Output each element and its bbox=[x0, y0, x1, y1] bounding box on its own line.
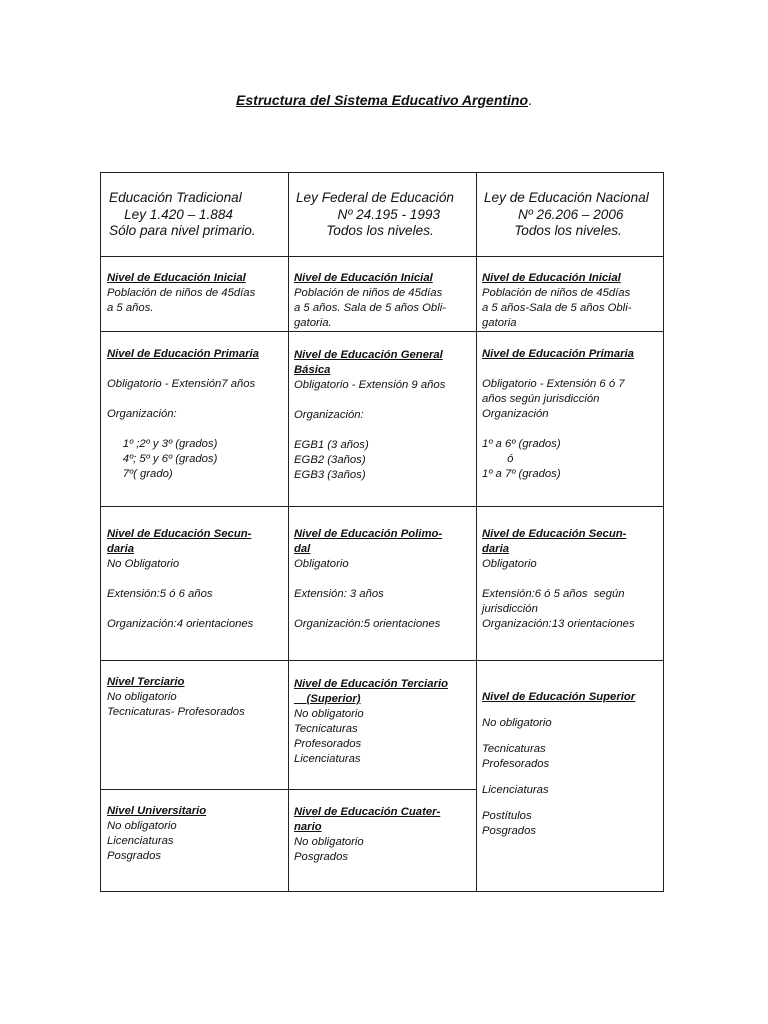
cell-line: ó bbox=[482, 453, 514, 465]
row-divider bbox=[101, 331, 663, 332]
cell-line: Profesorados bbox=[482, 758, 550, 770]
cell-line: Postítulos bbox=[482, 810, 532, 822]
title-text: Estructura del Sistema Educativo Argentino bbox=[236, 92, 529, 108]
cell-line: Tecnicaturas- Profesorados bbox=[107, 706, 245, 718]
cell-line: Organización:5 orientaciones bbox=[294, 618, 441, 630]
cell-line: a 5 años. Sala de 5 años Obli- bbox=[294, 302, 446, 314]
cell-line: 4º; 5º y 6º (grados) bbox=[107, 453, 218, 465]
cell-line: EGB3 (3años) bbox=[294, 469, 366, 481]
spacer bbox=[482, 731, 657, 742]
cell-line: No obligatorio bbox=[107, 691, 177, 703]
spacer bbox=[294, 423, 470, 438]
cell-line: Posgrados bbox=[482, 825, 537, 837]
level-heading: dal bbox=[294, 543, 311, 555]
cell-line: Población de niños de 45días bbox=[482, 287, 631, 299]
header-line: Ley de Educación Nacional bbox=[484, 190, 649, 205]
cell-line: Posgrados bbox=[107, 850, 162, 862]
header-line: Ley Federal de Educación bbox=[296, 190, 454, 205]
header-line: Educación Tradicional bbox=[109, 190, 242, 205]
cell-line: Licenciaturas bbox=[294, 753, 361, 765]
cell-line: Licenciaturas bbox=[482, 784, 549, 796]
cell-line: Obligatorio bbox=[294, 558, 349, 570]
cell-line: a 5 años. bbox=[107, 302, 154, 314]
spacer bbox=[107, 392, 282, 407]
cell-line: Extensión:6 ó 5 años según bbox=[482, 588, 625, 600]
spacer bbox=[482, 572, 657, 587]
row-divider bbox=[101, 506, 663, 507]
level-heading: Básica bbox=[294, 364, 331, 376]
cell-line: Población de niños de 45días bbox=[294, 287, 443, 299]
cell-line: Licenciaturas bbox=[107, 835, 174, 847]
level-heading: Nivel de Educación Inicial bbox=[107, 272, 246, 284]
cell-line: Profesorados bbox=[294, 738, 362, 750]
level-heading: nario bbox=[294, 821, 322, 833]
spacer bbox=[107, 572, 282, 587]
cell-line: Tecnicaturas bbox=[482, 743, 546, 755]
level-heading: daria bbox=[107, 543, 135, 555]
level-heading: Nivel de Educación Polimo- bbox=[294, 528, 443, 540]
spacer bbox=[107, 362, 282, 377]
cell-line: 7º( grado) bbox=[107, 468, 173, 480]
cell-primaria-nacional bbox=[476, 347, 663, 482]
header-cell-ley-federal bbox=[288, 190, 476, 240]
cell-line: gatoria bbox=[482, 317, 517, 329]
header-line: Nº 26.206 – 2006 bbox=[484, 206, 624, 222]
spacer bbox=[107, 422, 282, 437]
cell-line: EGB2 (3años) bbox=[294, 454, 366, 466]
cell-line: 1º a 6º (grados) bbox=[482, 438, 561, 450]
level-heading: Nivel de Educación Secun- bbox=[107, 528, 252, 540]
cell-line: Extensión: 3 años bbox=[294, 588, 384, 600]
level-heading: daria bbox=[482, 543, 510, 555]
cell-superior-nacional bbox=[476, 690, 663, 839]
cell-primaria-tradicional bbox=[101, 347, 288, 482]
cell-line: 1º ;2º y 3º (grados) bbox=[107, 438, 218, 450]
header-line: Nº 24.195 - 1993 bbox=[296, 206, 441, 222]
spacer bbox=[482, 362, 657, 377]
row-divider bbox=[101, 660, 663, 661]
level-heading: Nivel de Educación Inicial bbox=[294, 272, 433, 284]
spacer bbox=[294, 602, 470, 617]
level-heading: Nivel Terciario bbox=[107, 676, 185, 688]
cell-line: 1º a 7º (grados) bbox=[482, 468, 561, 480]
header-line: Sólo para nivel primario. bbox=[109, 223, 256, 238]
header-cell-ley-nacional bbox=[476, 190, 663, 240]
cell-line: Organización: bbox=[294, 409, 364, 421]
title-period: . bbox=[528, 92, 532, 108]
cell-line: Población de niños de 45días bbox=[107, 287, 256, 299]
level-heading: Nivel de Educación General bbox=[294, 349, 443, 361]
cell-line: Obligatorio - Extensión 6 ó 7 bbox=[482, 378, 625, 390]
level-heading: Nivel de Educación Superior bbox=[482, 691, 636, 703]
level-heading: Nivel Universitario bbox=[107, 805, 207, 817]
cell-inicial-federal bbox=[288, 271, 476, 331]
cell-line: Posgrados bbox=[294, 851, 349, 863]
spacer bbox=[107, 602, 282, 617]
cell-line: Tecnicaturas bbox=[294, 723, 358, 735]
level-heading: Nivel de Educación Inicial bbox=[482, 272, 621, 284]
header-line: Todos los niveles. bbox=[484, 223, 622, 238]
header-line: Todos los niveles. bbox=[296, 223, 434, 238]
cell-line: años según jurisdicción bbox=[482, 393, 600, 405]
cell-line: No obligatorio bbox=[107, 820, 177, 832]
cell-line: Organización bbox=[482, 408, 549, 420]
cell-inicial-nacional bbox=[476, 271, 663, 331]
spacer bbox=[482, 772, 657, 783]
cell-line: Extensión:5 ó 6 años bbox=[107, 588, 213, 600]
cell-line: Organización:4 orientaciones bbox=[107, 618, 254, 630]
cell-line: No obligatorio bbox=[294, 708, 364, 720]
document-title bbox=[0, 92, 768, 108]
cell-line: Organización:13 orientaciones bbox=[482, 618, 635, 630]
cell-line: jurisdicción bbox=[482, 603, 538, 615]
spacer bbox=[482, 705, 657, 716]
cell-cuaternario-federal bbox=[288, 805, 476, 865]
cell-line: Organización: bbox=[107, 408, 177, 420]
cell-secundaria-tradicional bbox=[101, 527, 288, 632]
cell-line: Obligatorio bbox=[482, 558, 537, 570]
level-heading: Nivel de Educación Cuater- bbox=[294, 806, 441, 818]
cell-secundaria-federal bbox=[288, 527, 476, 632]
level-heading: (Superior) bbox=[294, 693, 361, 705]
cell-line: No obligatorio bbox=[294, 836, 364, 848]
level-heading: Nivel de Educación Primaria bbox=[482, 348, 634, 360]
row-divider bbox=[101, 256, 663, 257]
cell-terciario-tradicional bbox=[101, 675, 288, 720]
cell-secundaria-nacional bbox=[476, 527, 663, 632]
cell-line: a 5 años-Sala de 5 años Obli- bbox=[482, 302, 632, 314]
spacer bbox=[294, 572, 470, 587]
cell-line: Obligatorio - Extensión7 años bbox=[107, 378, 256, 390]
spacer bbox=[294, 393, 470, 408]
row-divider bbox=[101, 789, 476, 790]
cell-inicial-tradicional bbox=[101, 271, 288, 316]
education-structure-table bbox=[100, 172, 664, 892]
level-heading: Nivel de Educación Primaria bbox=[107, 348, 259, 360]
cell-primaria-federal bbox=[288, 348, 476, 483]
header-cell-tradicional bbox=[101, 190, 288, 240]
level-heading: Nivel de Educación Terciario bbox=[294, 678, 449, 690]
spacer bbox=[482, 798, 657, 809]
cell-line: No obligatorio bbox=[482, 717, 552, 729]
spacer bbox=[482, 422, 657, 437]
cell-line: No Obligatorio bbox=[107, 558, 180, 570]
header-line: Ley 1.420 – 1.884 bbox=[109, 206, 233, 222]
cell-terciario-federal bbox=[288, 677, 476, 767]
cell-line: EGB1 (3 años) bbox=[294, 439, 369, 451]
cell-line: gatoria. bbox=[294, 317, 332, 329]
cell-universitario-tradicional bbox=[101, 804, 288, 864]
level-heading: Nivel de Educación Secun- bbox=[482, 528, 627, 540]
cell-line: Obligatorio - Extensión 9 años bbox=[294, 379, 446, 391]
